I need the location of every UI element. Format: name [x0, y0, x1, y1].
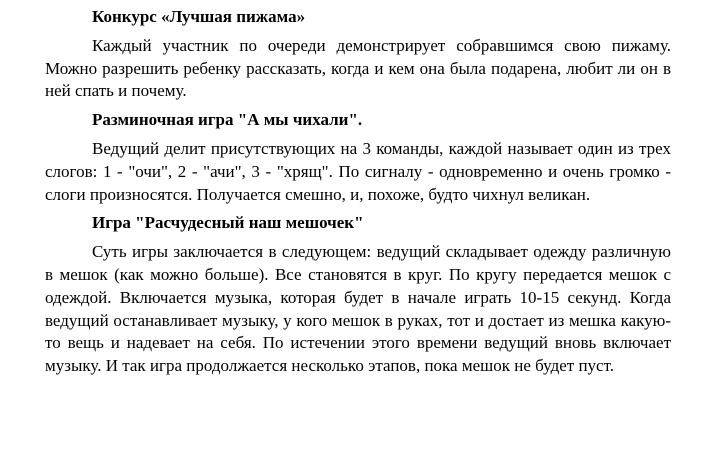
section-heading-bag-game: Игра "Расчудесный наш мешочек" [92, 213, 364, 233]
section-paragraph-bag-game: Суть игры заключается в следующем: ведущий складывает одежду различную в мешок (как можно больше). Все становятся в круг. По кругу передается мешок с одеждой. Включается музыка, которая будет в начале играть 10-15 секунд. Когда ведущий останавливает музыку, у кого мешок в руках, тот и достает из мешка какую-то вещь и надевает на себя. По истечении этого времени ведущий вновь включает музыку. И так игра продолжается несколько этапов, пока мешок не будет пуст. [45, 242, 671, 376]
section-heading-sneeze-game: Разминочная игра "А мы чихали". [92, 110, 363, 130]
section-paragraph-sneeze-game: Ведущий делит присутствующих на 3 команды, каждой называет один из трех слогов: 1 - "очи", 2 - "ачи", 3 - "хрящ". По сигналу - одновременно и очень громко - слоги произносятся. Получается смешно, и, похоже, будто чихнул великан. [45, 138, 671, 204]
section-paragraph-pajama-contest: Каждый участник по очереди демонстрирует собравшимся свою пижаму. Можно разрешить ребенку рассказать, когда и кем она была подарена, любит ли он в ней спать и почему. [45, 35, 671, 101]
section-heading-pajama-contest: Конкурс «Лучшая пижама» [92, 7, 306, 26]
